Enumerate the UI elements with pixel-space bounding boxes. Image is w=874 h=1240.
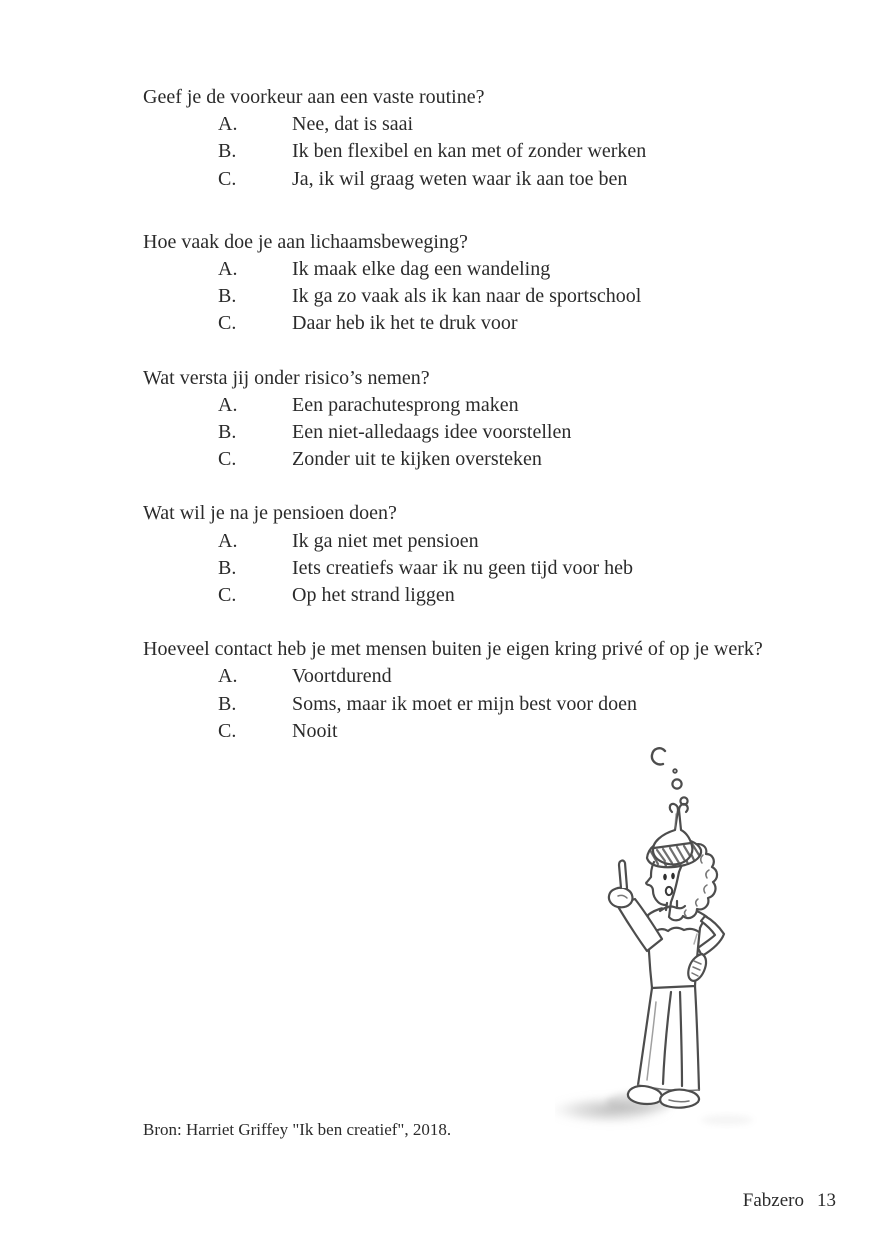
question-text: Wat wil je na je pensioen doen? bbox=[143, 502, 397, 525]
option-row bbox=[143, 691, 793, 718]
option-label: B. bbox=[218, 421, 237, 444]
option-label: A. bbox=[218, 258, 238, 281]
left-eye bbox=[663, 874, 667, 880]
option-row bbox=[143, 419, 793, 446]
option-text: Iets creatiefs waar ik nu geen tijd voor heb bbox=[292, 556, 633, 579]
question-text: Hoeveel contact heb je met mensen buiten je eigen kring privé of op je werk? bbox=[143, 638, 763, 661]
question-text: Geef je de voorkeur aan een vaste routine? bbox=[143, 86, 485, 108]
option-text: Daar heb ik het te druk voor bbox=[292, 312, 518, 335]
option-text: Ik ga niet met pensioen bbox=[292, 529, 479, 552]
option-row bbox=[143, 555, 793, 582]
option-text: Nee, dat is saai bbox=[292, 113, 414, 136]
sketch-woman-with-flask-illustration bbox=[555, 742, 785, 1132]
right-eye bbox=[671, 873, 675, 879]
option-label: B. bbox=[218, 285, 237, 308]
option-text: Ik maak elke dag een wandeling bbox=[292, 258, 551, 281]
option-row bbox=[143, 166, 793, 193]
skirt bbox=[638, 985, 699, 1090]
option-row bbox=[143, 138, 793, 165]
option-label: B. bbox=[218, 692, 237, 715]
option-row bbox=[143, 582, 793, 609]
mouth bbox=[666, 887, 672, 895]
question-block bbox=[143, 84, 793, 193]
option-label: A. bbox=[218, 529, 238, 552]
option-label: C. bbox=[218, 312, 237, 335]
option-row bbox=[143, 283, 793, 310]
option-label: C. bbox=[218, 167, 237, 190]
option-text: Op het strand liggen bbox=[292, 584, 455, 607]
option-text: Een niet-alledaags idee voorstellen bbox=[292, 421, 572, 444]
question-block bbox=[143, 365, 793, 474]
option-row bbox=[143, 310, 793, 337]
footer-page-number: 13 bbox=[817, 1190, 836, 1211]
option-row bbox=[143, 718, 793, 745]
question-text: Hoe vaak doe je aan lichaamsbeweging? bbox=[143, 230, 468, 253]
option-text: Zonder uit te kijken oversteken bbox=[292, 448, 542, 471]
option-text: Ja, ik wil graag weten waar ik aan toe ben bbox=[292, 167, 628, 190]
option-label: A. bbox=[218, 665, 238, 688]
option-label: A. bbox=[218, 393, 238, 416]
bubbles bbox=[652, 748, 688, 804]
option-row bbox=[143, 392, 793, 419]
option-label: B. bbox=[218, 140, 237, 163]
option-label: A. bbox=[218, 113, 238, 136]
option-row bbox=[143, 111, 793, 138]
question-block bbox=[143, 636, 793, 745]
footer-brand: Fabzero bbox=[742, 1190, 804, 1211]
questionnaire bbox=[143, 84, 793, 772]
option-text: Nooit bbox=[292, 719, 338, 742]
question-block bbox=[143, 500, 793, 609]
option-row bbox=[143, 256, 793, 283]
option-label: C. bbox=[218, 719, 237, 742]
option-text: Een parachutesprong maken bbox=[292, 393, 519, 416]
question-text: Wat versta jij onder risico’s nemen? bbox=[143, 366, 430, 389]
option-text: Soms, maar ik moet er mijn best voor doen bbox=[292, 692, 637, 715]
option-row bbox=[143, 446, 793, 473]
option-text: Ik ga zo vaak als ik kan naar de sportschool bbox=[292, 285, 642, 308]
option-label: C. bbox=[218, 448, 237, 471]
option-text: Voortdurend bbox=[292, 665, 392, 688]
page-footer bbox=[743, 1190, 836, 1212]
question-block bbox=[143, 229, 793, 338]
option-row bbox=[143, 663, 793, 690]
option-label: C. bbox=[218, 584, 237, 607]
option-row bbox=[143, 528, 793, 555]
source-citation: Bron: Harriet Griffey "Ik ben creatief", 2018. bbox=[143, 1120, 452, 1139]
flask bbox=[653, 804, 692, 865]
option-text: Ik ben flexibel en kan met of zonder werken bbox=[292, 140, 647, 163]
option-label: B. bbox=[218, 556, 237, 579]
